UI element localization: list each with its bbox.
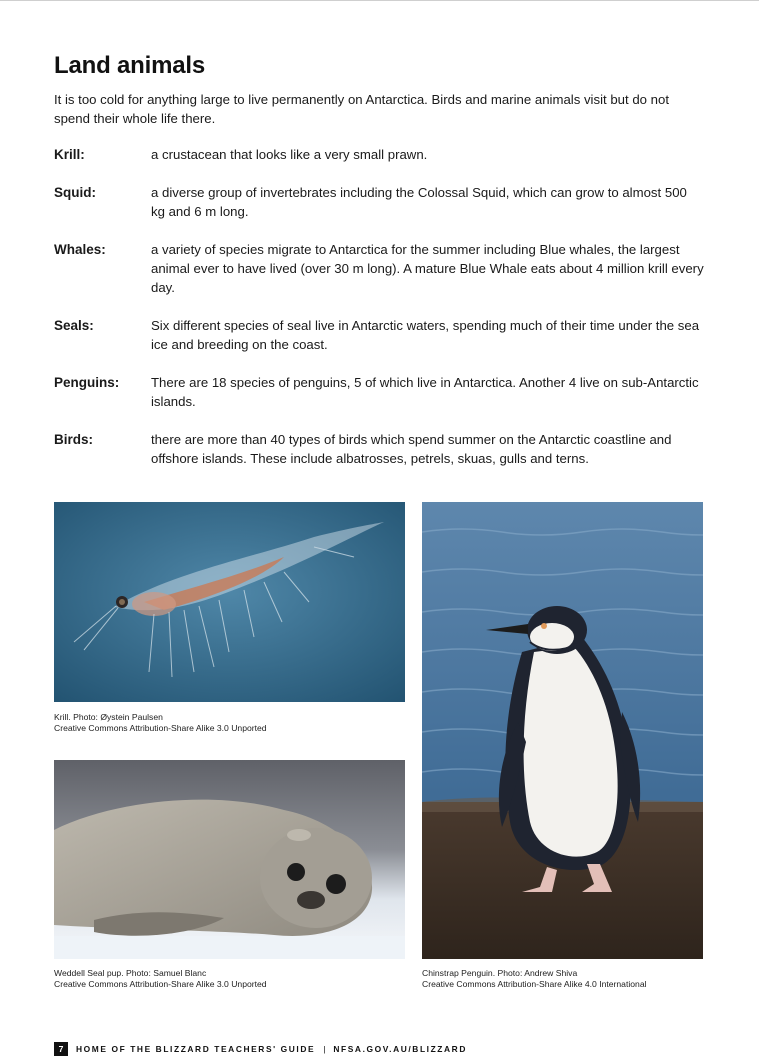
- page-number: 7: [54, 1042, 68, 1056]
- caption-credit: Weddell Seal pup. Photo: Samuel Blanc: [54, 968, 207, 978]
- top-rule: [0, 0, 759, 1]
- definition-text: there are more than 40 types of birds which spend summer on the Antarctic coastline and offshore islands. These include albatrosses, petrels, skuas, gulls and terns.: [151, 432, 672, 466]
- intro-paragraph: It is too cold for anything large to live permanently on Antarctica. Birds and marine animals visit but do not spend their whole life there.: [54, 92, 670, 126]
- penguin-caption: [422, 968, 647, 990]
- penguin-photo: [422, 502, 703, 959]
- definition-term: Birds:: [54, 432, 94, 447]
- krill-caption: [54, 712, 267, 734]
- definition-penguins: [54, 373, 704, 411]
- seal-caption: [54, 968, 267, 990]
- caption-license: Creative Commons Attribution-Share Alike 3.0 Unported: [54, 979, 267, 989]
- caption-license: Creative Commons Attribution-Share Alike 4.0 International: [422, 979, 647, 989]
- definition-birds: [54, 430, 704, 468]
- definition-term: Whales:: [54, 242, 106, 257]
- definition-whales: [54, 240, 704, 297]
- definition-seals: [54, 316, 704, 354]
- caption-credit: Chinstrap Penguin. Photo: Andrew Shiva: [422, 968, 578, 978]
- guide-title: HOME OF THE BLIZZARD TEACHERS' GUIDE: [76, 1043, 316, 1054]
- definition-krill: [54, 145, 704, 164]
- definition-squid: [54, 183, 704, 221]
- footer-separator: |: [323, 1043, 326, 1054]
- caption-license: Creative Commons Attribution-Share Alike 3.0 Unported: [54, 723, 267, 733]
- krill-photo: [54, 502, 405, 702]
- definition-text: Six different species of seal live in Antarctic waters, spending much of their time under the sea ice and breeding on the coast.: [151, 318, 700, 352]
- definition-text: There are 18 species of penguins, 5 of which live in Antarctica. Another 4 live on sub-Antarctic islands.: [151, 375, 699, 409]
- definition-list: [54, 145, 704, 487]
- caption-credit: Krill. Photo: Øystein Paulsen: [54, 712, 163, 722]
- definition-term: Squid:: [54, 185, 96, 200]
- definition-term: Krill:: [54, 147, 85, 162]
- definition-term: Seals:: [54, 318, 94, 333]
- definition-text: a crustacean that looks like a very small prawn.: [151, 147, 428, 162]
- definition-term: Penguins:: [54, 375, 120, 390]
- page-footer: [54, 1041, 467, 1056]
- seal-photo: [54, 760, 405, 959]
- page-title: Land animals: [54, 52, 205, 79]
- footer-url: NFSA.GOV.AU/BLIZZARD: [333, 1043, 467, 1054]
- definition-text: a diverse group of invertebrates including the Colossal Squid, which can grow to almost 500 kg and 6 m long.: [151, 185, 687, 219]
- definition-text: a variety of species migrate to Antarctica for the summer including Blue whales, the largest animal ever to have lived (over 30 m long). A mature Blue Whale eats about 4 million krill every day.: [151, 242, 704, 295]
